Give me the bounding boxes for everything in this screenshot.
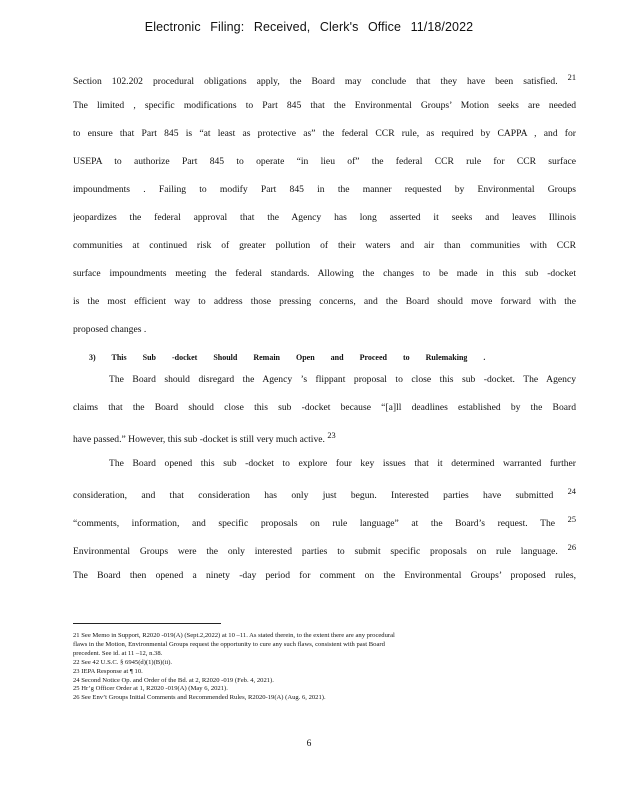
section-heading: 3) This Sub -docket Should Remain Open and Proceed to Rulemaking . [89,353,486,362]
text-line: have passed.” However, this sub -docket is still very much active. 23 [73,431,336,446]
text-line: The Board opened this sub -docket to explore four key issues that it determined warranted further [109,458,576,469]
paragraph-3 [73,456,576,596]
footnote-ref: 24 [567,487,576,496]
footnote-ref: 26 [567,543,576,552]
text-line: to ensure that Part 845 is “at least as protective as” the federal CCR rule, as required by CAPPA , and for [73,128,576,139]
footnote: 25 Hr’g Officer Order at 1, R2020 -019(A) (May 6, 2021). [73,685,228,693]
paragraph-2 [73,372,576,456]
footnote-divider [73,623,221,624]
document-body [73,70,576,596]
page-number: 6 [306,739,312,749]
text-line: proposed changes . [73,324,147,335]
text-line: claims that the Board should close this sub -docket because “[a]ll deadlines established by the Board [73,402,576,413]
text-line: “comments, information, and specific proposals on rule language” at the Board’s request. The 25 [73,515,576,530]
footnote: 26 See Env’t Groups Initial Comments and Recommended Rules, R2020-19(A) (Aug. 6, 2021). [73,694,326,702]
text-line: The Board should disregard the Agency ’s flippant proposal to close this sub -docket. The Agency [109,374,576,385]
text-line: The Board then opened a ninety -day period for comment on the Environmental Groups’ proposed rules, [73,570,576,581]
footnote: 24 Second Notice Op. and Order of the Bd. at 2, R2020 -019 (Feb. 4, 2021). [73,676,274,684]
footnotes [73,632,576,703]
text-line: consideration, and that consideration has only just begun. Interested parties have submitted 24 [73,487,576,502]
footnote-ref: 23 [327,431,336,440]
text-line: jeopardizes the federal approval that the Agency has long asserted it seeks and leaves Illinois [73,212,576,223]
footnote: 22 See 42 U.S.C. § 6945(d)(1)(B)(ii). [73,658,173,666]
footnote-ref: 25 [567,515,576,524]
paragraph-1 [73,70,576,350]
text-line: USEPA to authorize Part 845 to operate “in lieu of” the federal CCR rule for CCR surface [73,156,576,167]
footnote: precedent. See id. at 11 –12, n.38. [73,649,163,657]
filing-stamp-header: Electronic Filing: Received, Clerk's Office 11/18/2022 [144,20,474,34]
text-line: impoundments . Failing to modify Part 845 in the manner requested by Environmental Groups [73,184,576,195]
text-line: The limited , specific modifications to Part 845 that the Environmental Groups’ Motion seeks are needed [73,100,576,111]
text-line: communities at continued risk of greater pollution of their waters and air than communities with CCR [73,240,576,251]
text-line: Environmental Groups were the only interested parties to submit specific proposals on rule language. 26 [73,543,576,558]
text-line: surface impoundments meeting the federal standards. Allowing the changes to be made in this sub -docket [73,268,576,279]
footnote: 23 IEPA Response at ¶ 10. [73,667,143,675]
footnote: 21 See Memo in Support, R2020 -019(A) (Sept.2,2022) at 10 –11. As stated therein, to the extent there are any procedural [73,632,395,639]
footnote-ref: 21 [567,73,576,82]
text-line: is the most efficient way to address those pressing concerns, and the Board should move forward with the [73,296,576,307]
footnote: flaws in the Motion, Environmental Groups request the opportunity to cure any such flaws, consistent with past Board [73,640,385,648]
text-line: Section 102.202 procedural obligations apply, the Board may conclude that they have been satisfied. 21 [73,73,576,88]
